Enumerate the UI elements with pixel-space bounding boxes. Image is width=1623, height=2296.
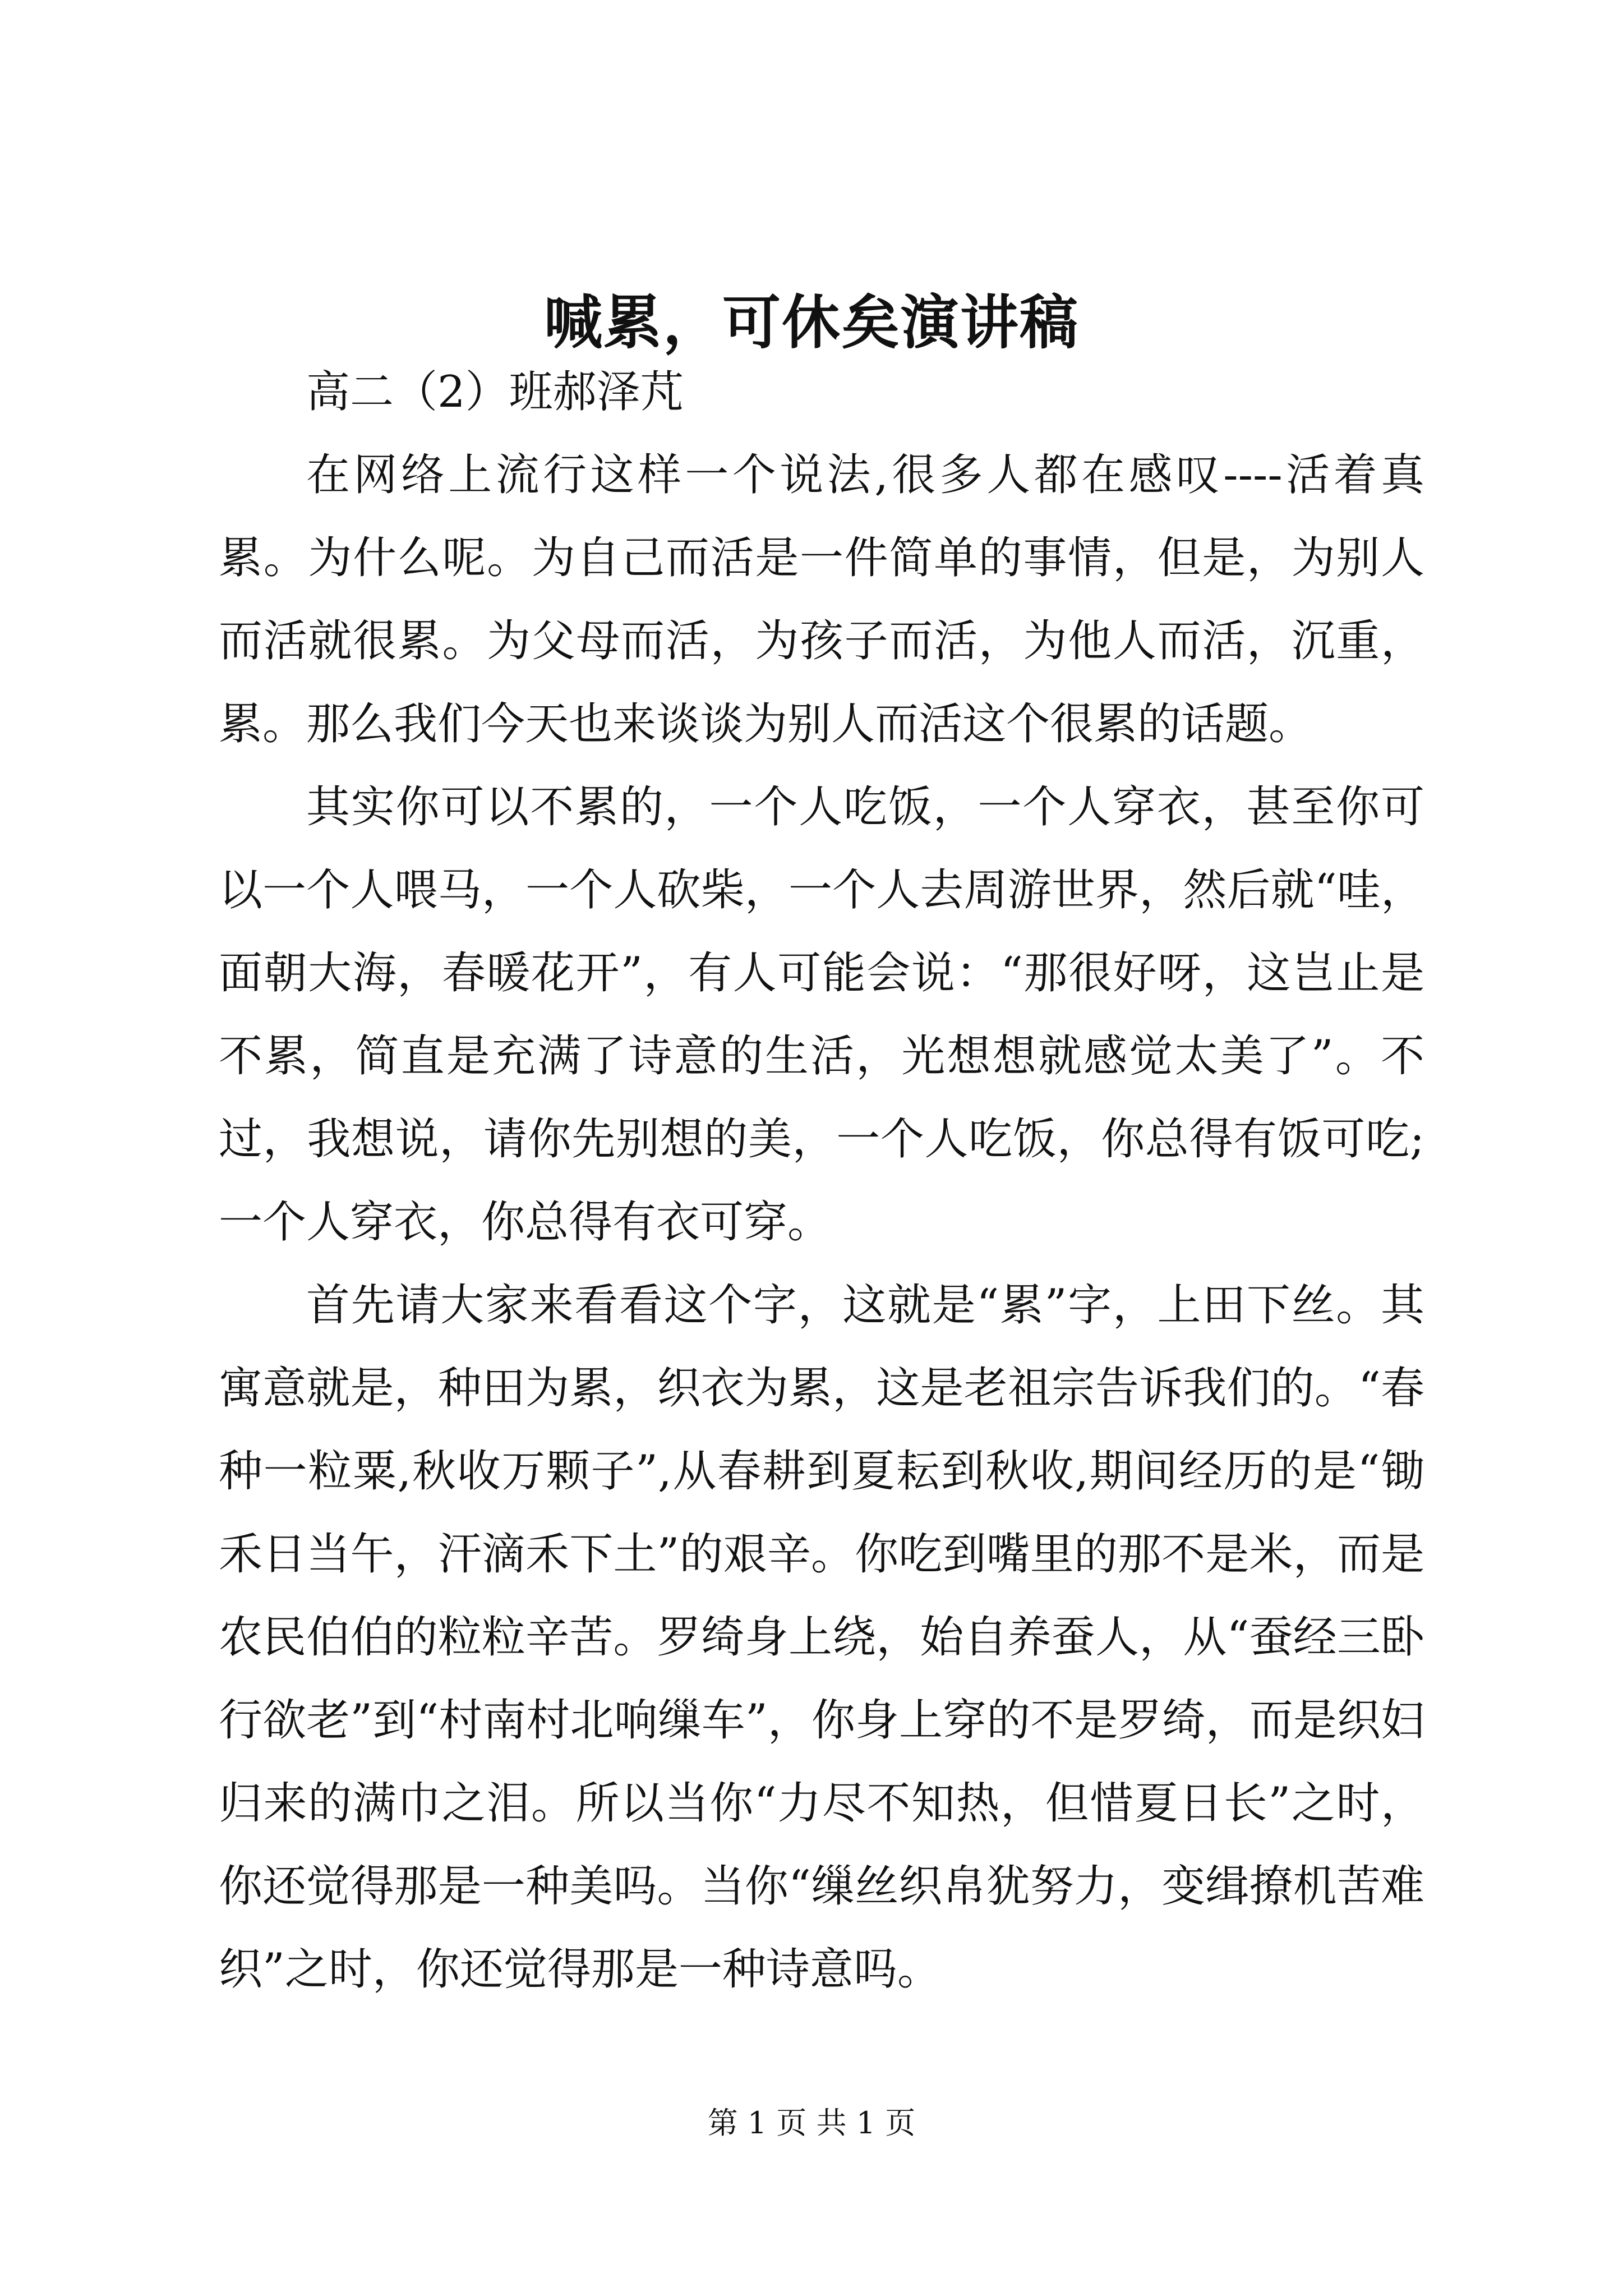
page-footer: 第 1 页 共 1 页 xyxy=(707,2105,916,2141)
author-line: 高二（2）班郝泽芃 xyxy=(306,367,684,417)
paragraph-1: 在网络上流行这样一个说法,很多人都在感叹----活着真累。为什么呢。为自己而活是一件简单的事情，但是，为别人而活就很累。为父母而活，为孩子而活，为他人而活，沉重，累。那么我们今天也来谈谈为别人而活这个很累的话题。 xyxy=(219,450,1424,749)
document-body xyxy=(219,351,1424,2011)
paragraph-3: 首先请大家来看看这个字，这就是“累”字，上田下丝。其寓意就是，种田为累，织衣为累，这是老祖宗告诉我们的。“春种一粒粟,秋收万颗子”,从春耕到夏耘到秋收,期间经历的是“锄禾日当午，汗滴禾下土”的艰辛。你吃到嘴里的那不是米，而是农民伯伯的粒粒辛苦。罗绮身上绕，始自养蚕人，从“蚕经三卧行欲老”到“村南村北响缫车”，你身上穿的不是罗绮，而是织妇归来的满巾之泪。所以当你“力尽不知热，但惜夏日长”之时，你还觉得那是一种美吗。当你“缫丝织帛犹努力，变缉撩机苦难织”之时，你还觉得那是一种诗意吗。 xyxy=(219,1280,1424,1995)
document-title: 喊累，可休矣演讲稿 xyxy=(543,288,1079,357)
paragraph-2: 其实你可以不累的，一个人吃饭，一个人穿衣，甚至你可以一个人喂马，一个人砍柴，一个人去周游世界，然后就“哇，面朝大海，春暖花开”，有人可能会说：“那很好呀，这岂止是不累，简直是充满了诗意的生活，光想想就感觉太美了”。不过，我想说，请你先别想的美，一个人吃饭，你总得有饭可吃;一个人穿衣，你总得有衣可穿。 xyxy=(219,782,1424,1248)
